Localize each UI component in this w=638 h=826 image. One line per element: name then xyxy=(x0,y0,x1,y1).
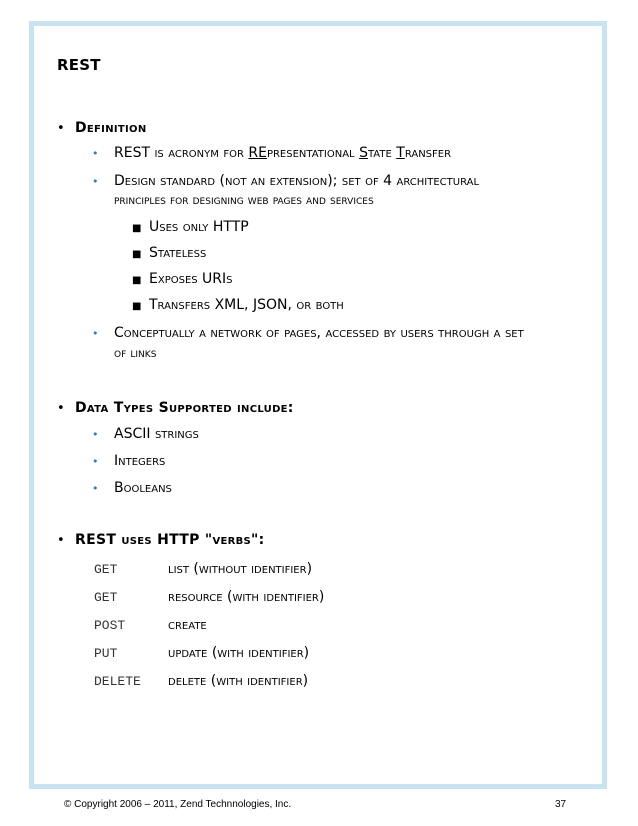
verb-description: delete (with identifier) xyxy=(168,673,309,689)
list-item-conceptually-cont: of links xyxy=(114,346,157,361)
sub-list-item: ■ Stateless xyxy=(132,245,207,261)
section-heading-definition: • Definition xyxy=(57,120,147,136)
verb-name: GET xyxy=(94,562,118,577)
sub-list-item: ■ Uses only HTTP xyxy=(132,219,249,235)
bullet-icon: • xyxy=(57,401,65,416)
section-heading-http-verbs: • REST uses HTTP "verbs": xyxy=(57,532,265,548)
list-item-acronym: • REST is acronym for REpresentational State Transfer xyxy=(92,145,452,161)
page-title: REST xyxy=(57,56,101,74)
list-item-data-type: • Integers xyxy=(92,453,166,469)
bullet-icon: • xyxy=(92,428,99,441)
verb-row xyxy=(94,673,308,689)
bullet-icon: • xyxy=(92,147,99,160)
bullet-icon: • xyxy=(57,121,65,136)
list-item-design-standard-cont: principles for designing web pages and services xyxy=(114,193,374,208)
bullet-icon: • xyxy=(92,482,99,495)
list-item-design-standard: • Design standard (not an extension); set of 4 architectural xyxy=(92,173,480,189)
bullet-icon: • xyxy=(92,327,99,340)
footer-copyright: © Copyright 2006 – 2011, Zend Technnologies, Inc. xyxy=(64,799,292,810)
bullet-icon: • xyxy=(57,533,65,548)
verb-row xyxy=(94,589,324,605)
section-heading-data-types: • Data Types Supported include: xyxy=(57,400,294,416)
verb-description: resource (with identifier) xyxy=(168,589,325,605)
verb-row xyxy=(94,617,207,633)
square-bullet-icon: ■ xyxy=(132,275,142,286)
sub-list-item: ■ Exposes URIs xyxy=(132,271,233,287)
verb-description: list (without identifier) xyxy=(168,561,313,577)
bullet-icon: • xyxy=(92,455,99,468)
footer-page-number: 37 xyxy=(555,799,567,810)
list-item-conceptually: • Conceptually a network of pages, accessed by users through a set xyxy=(92,325,524,341)
verb-name: POST xyxy=(94,618,126,633)
square-bullet-icon: ■ xyxy=(132,249,142,260)
verb-description: update (with identifier) xyxy=(168,645,310,661)
verb-name: PUT xyxy=(94,646,118,661)
verb-description: create xyxy=(168,617,207,633)
square-bullet-icon: ■ xyxy=(132,301,142,312)
list-item-data-type: • ASCII strings xyxy=(92,426,199,442)
verb-row xyxy=(94,645,309,661)
bullet-icon: • xyxy=(92,175,99,188)
list-item-data-type: • Booleans xyxy=(92,480,172,496)
square-bullet-icon: ■ xyxy=(132,223,142,234)
verb-name: DELETE xyxy=(94,674,141,689)
verb-name: GET xyxy=(94,590,118,605)
sub-list-item: ■ Transfers XML, JSON, or both xyxy=(132,297,344,313)
verb-row xyxy=(94,561,312,577)
